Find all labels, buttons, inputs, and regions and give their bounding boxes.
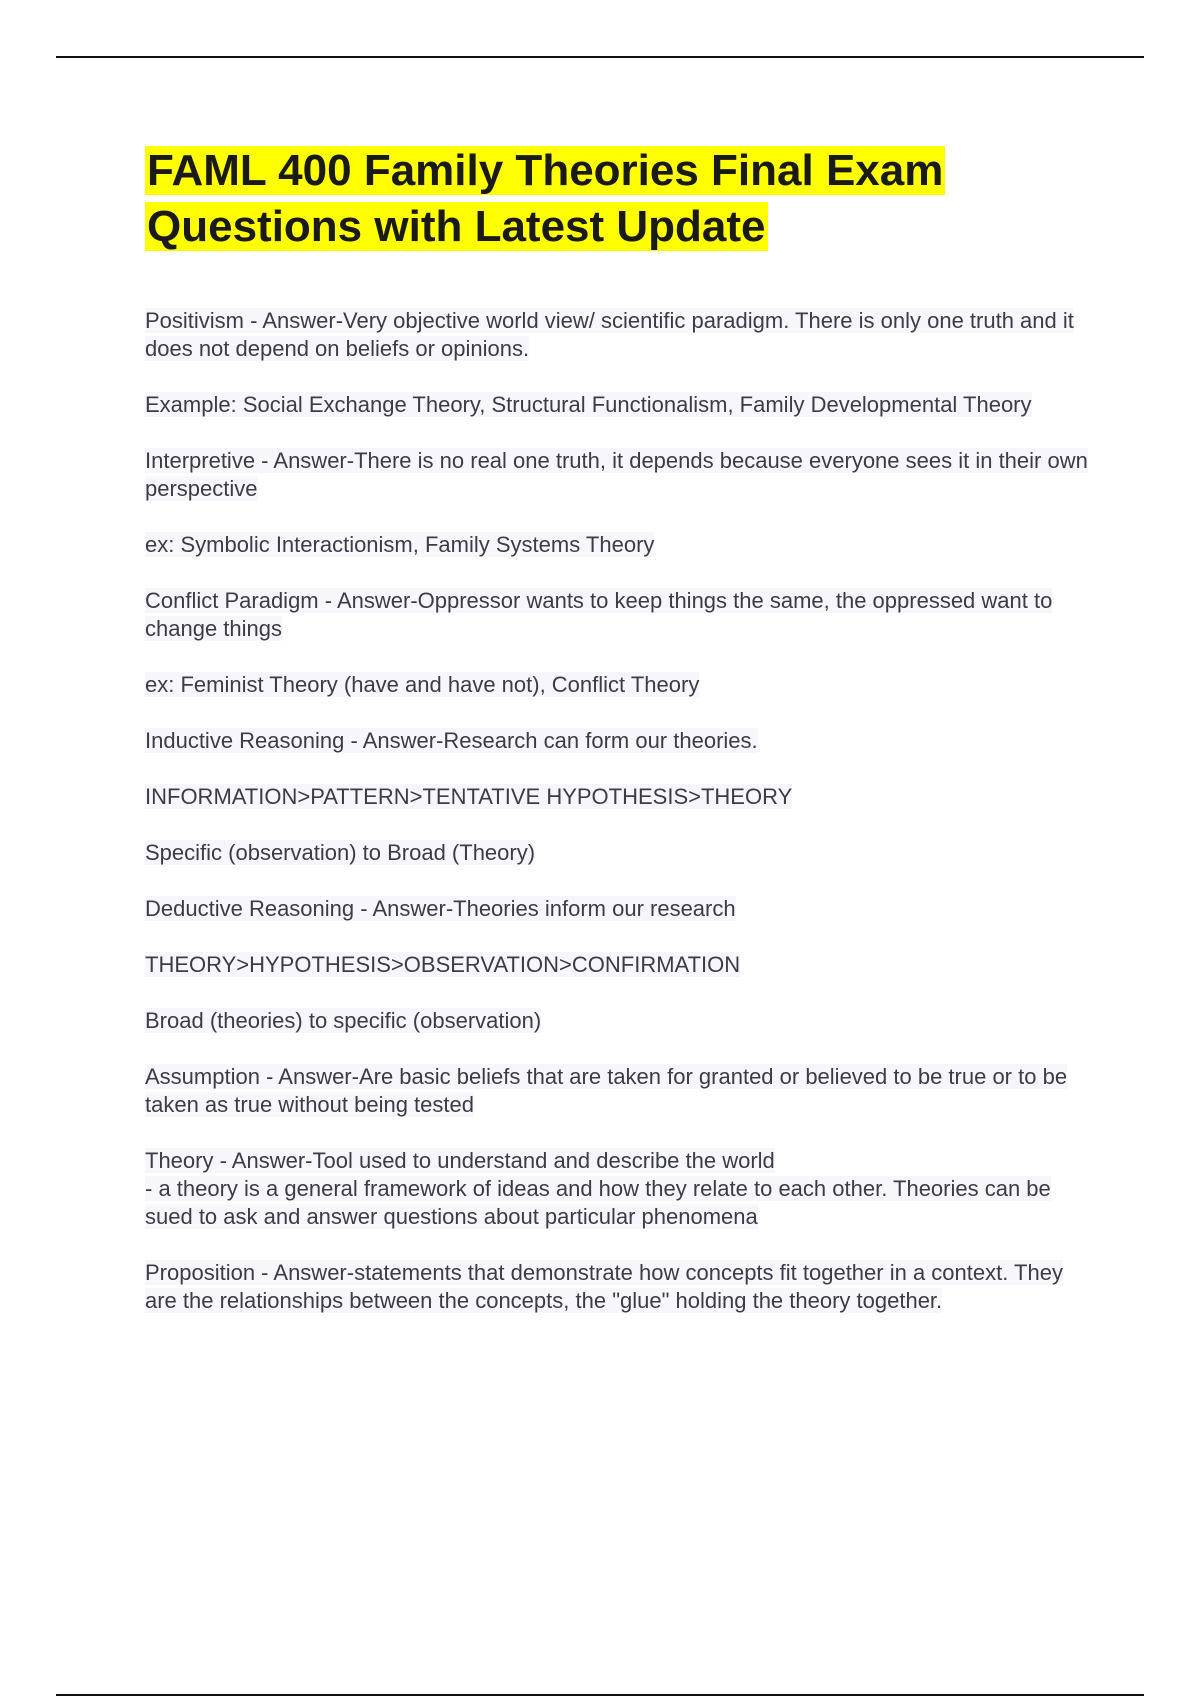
entry-interpretive-example: ex: Symbolic Interactionism, Family Systems Theory [145, 532, 655, 557]
document-title-text: FAML 400 Family Theories Final Exam Questions with Latest Update [147, 146, 944, 251]
entry-inductive-direction: Specific (observation) to Broad (Theory) [145, 840, 536, 865]
bottom-rule [56, 1694, 1144, 1696]
entry-inductive-sequence: INFORMATION>PATTERN>TENTATIVE HYPOTHESIS>THEORY [145, 784, 793, 809]
entry-list [145, 307, 1095, 1315]
entry-theory: Theory - Answer-Tool used to understand and describe the world - a theory is a general framework of ideas and how they relate to each other. Theories can be sued to ask and answer questions about particular phenomena [145, 1148, 1051, 1229]
entry-interpretive: Interpretive - Answer-There is no real one truth, it depends because everyone sees it in their own perspective [145, 448, 1088, 501]
document-content [145, 143, 1095, 1343]
entry-positivism: Positivism - Answer-Very objective world view/ scientific paradigm. There is only one truth and it does not depend on beliefs or opinions. [145, 308, 1074, 361]
top-rule [56, 56, 1144, 58]
entry-conflict-example: ex: Feminist Theory (have and have not), Conflict Theory [145, 672, 700, 697]
entry-deductive-sequence: THEORY>HYPOTHESIS>OBSERVATION>CONFIRMATION [145, 952, 741, 977]
entry-proposition: Proposition - Answer-statements that demonstrate how concepts fit together in a context. They are the relationships between the concepts, the "glue" holding the theory together. [145, 1260, 1063, 1313]
entry-deductive-direction: Broad (theories) to specific (observation) [145, 1008, 542, 1033]
entry-inductive-reasoning: Inductive Reasoning - Answer-Research can form our theories. [145, 728, 758, 753]
document-title [145, 143, 1095, 255]
entry-deductive-reasoning: Deductive Reasoning - Answer-Theories inform our research [145, 896, 736, 921]
entry-positivism-example: Example: Social Exchange Theory, Structural Functionalism, Family Developmental Theory [145, 392, 1032, 417]
entry-assumption: Assumption - Answer-Are basic beliefs that are taken for granted or believed to be true or to be taken as true without being tested [145, 1064, 1068, 1117]
entry-conflict-paradigm: Conflict Paradigm - Answer-Oppressor wants to keep things the same, the oppressed want to change things [145, 588, 1053, 641]
